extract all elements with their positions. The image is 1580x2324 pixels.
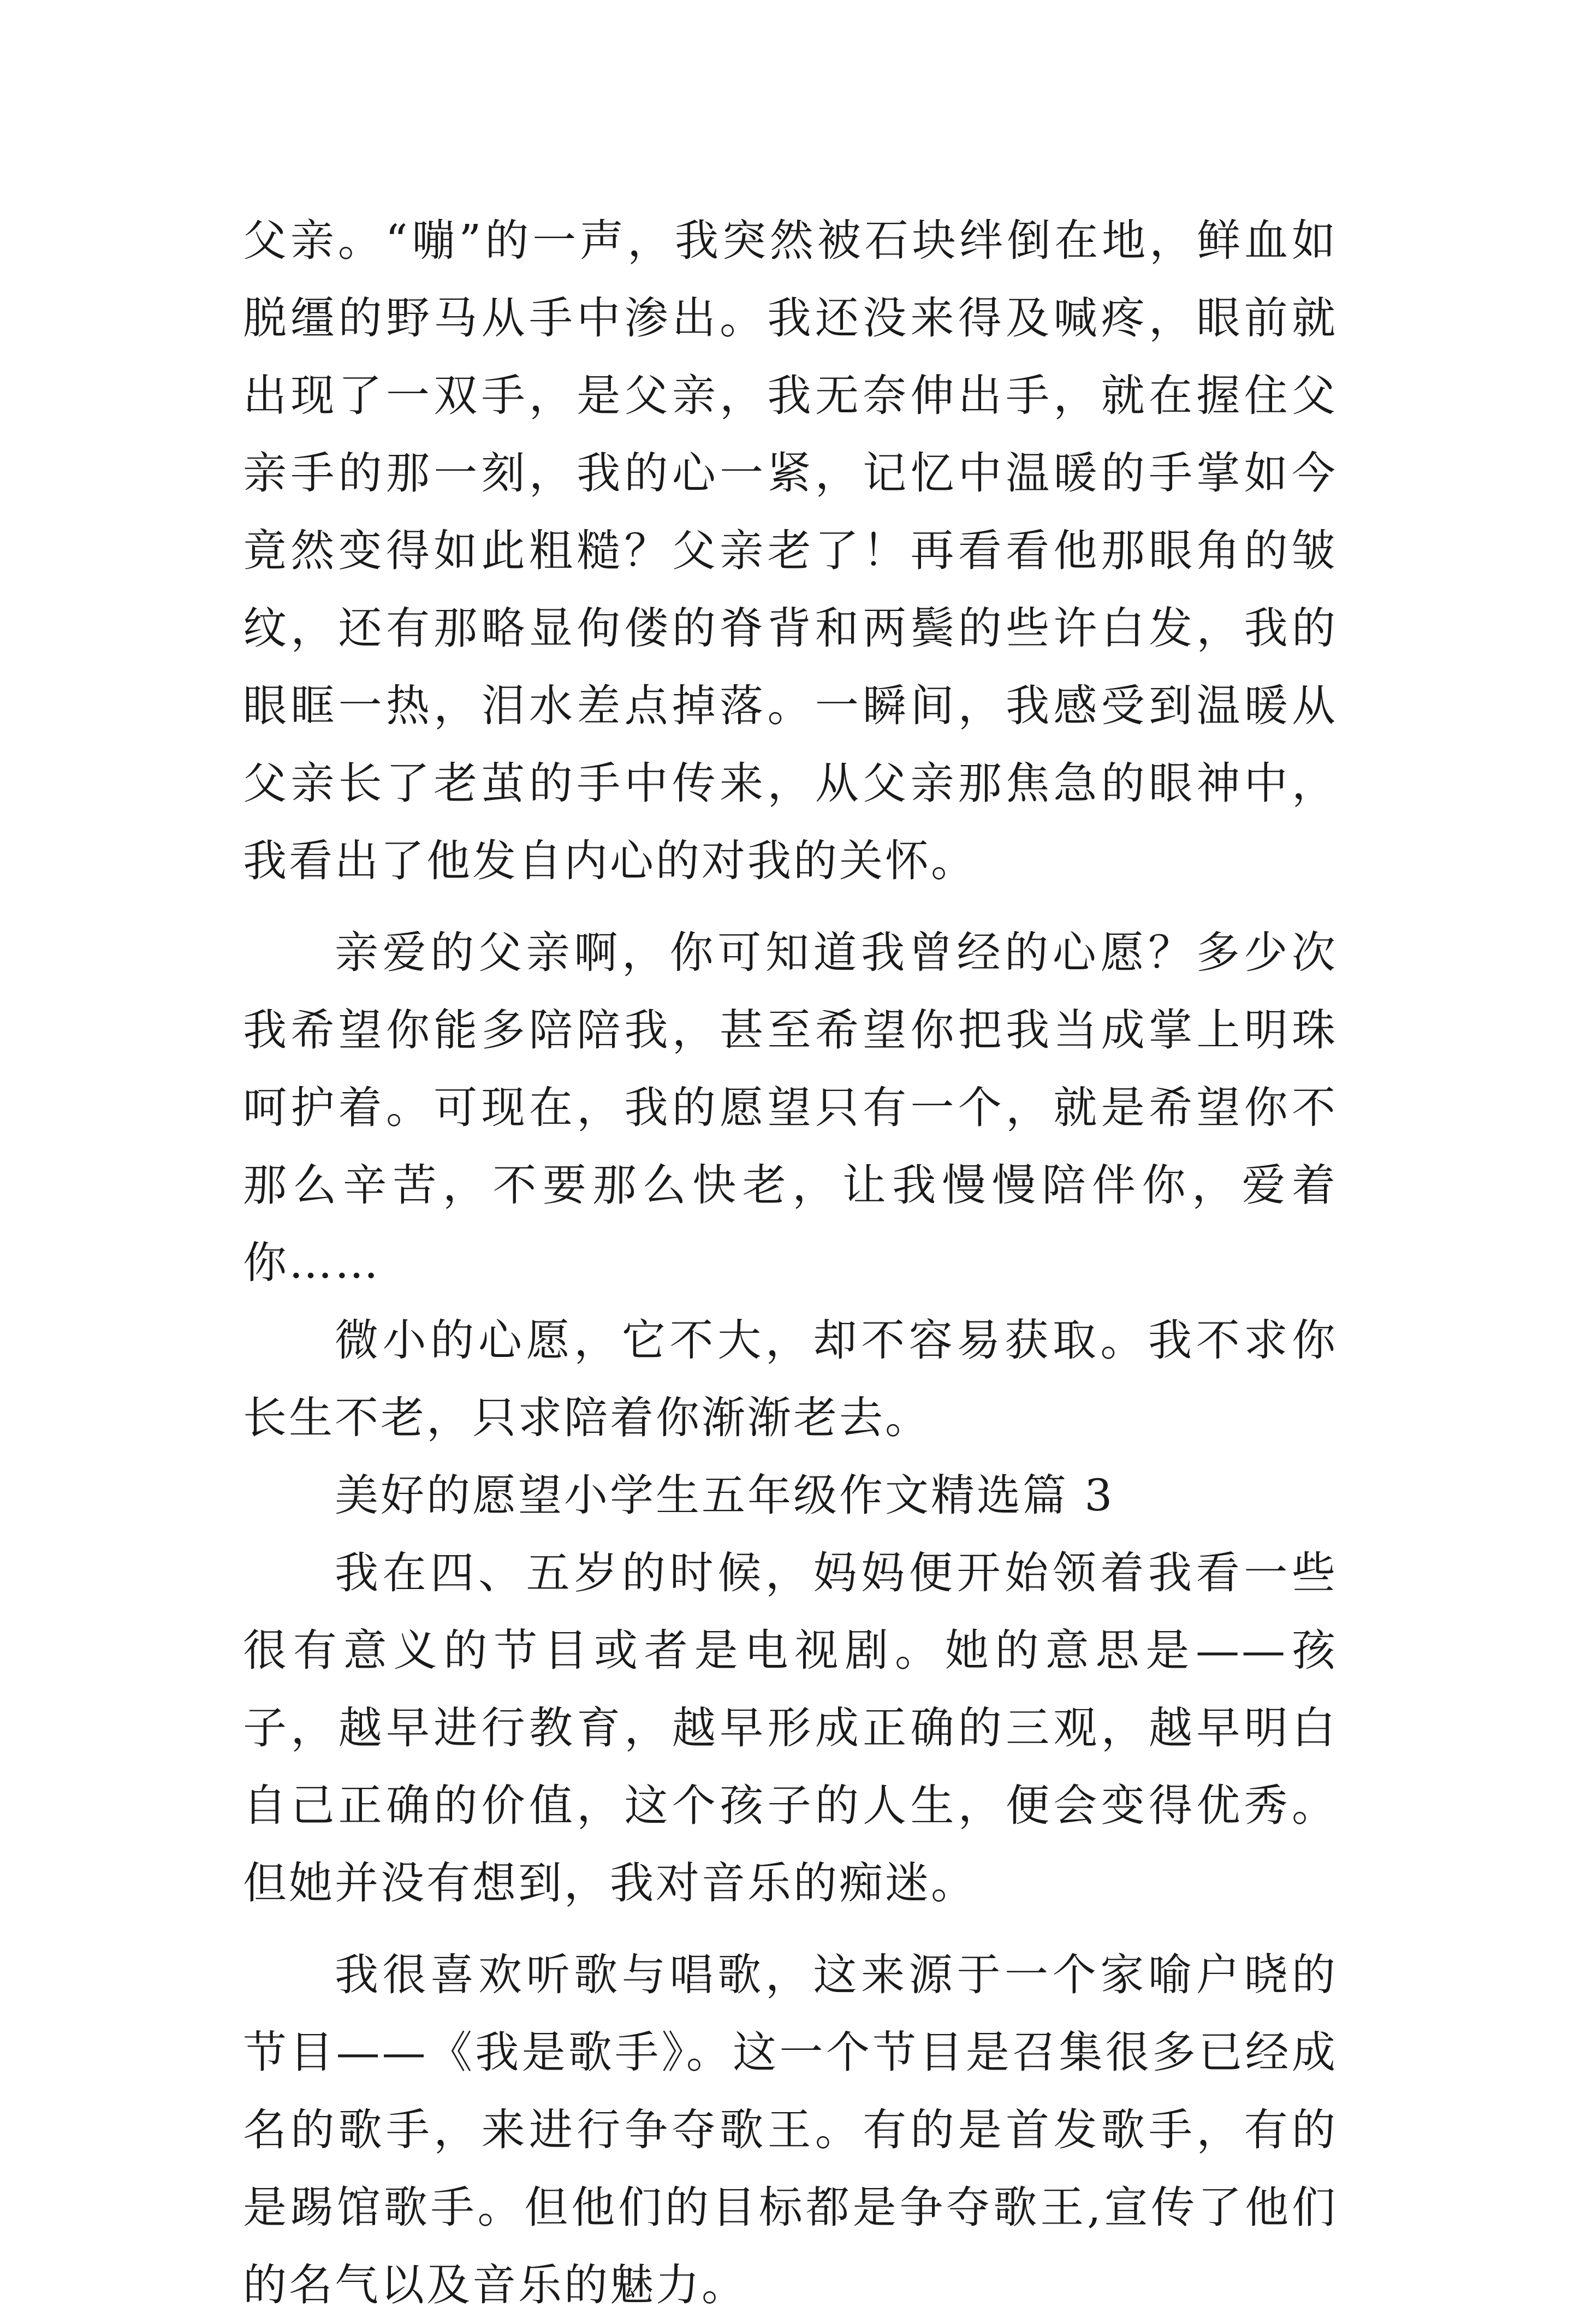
paragraph-continuation: 父亲。“嘣”的一声，我突然被石块绊倒在地，鲜血如脱缰的野马从手中渗出。我还没来得及喊疼，眼前就出现了一双手，是父亲，我无奈伸出手，就在握住父亲手的那一刻，我的心一紧，记忆中温暖的手掌如今竟然变得如此粗糙？父亲老了！再看看他那眼角的皱纹，还有那略显佝偻的脊背和两鬓的些许白发，我的眼眶一热，泪水差点掉落。一瞬间，我感受到温暖从父亲长了老茧的手中传来，从父亲那焦急的眼神中，我看出了他发自内心的对我的关怀。 bbox=[243, 215, 1338, 886]
section-heading: 美好的愿望小学生五年级作文精选篇 3 bbox=[335, 1470, 1115, 1521]
paragraph: 我在四、五岁的时候，妈妈便开始领着我看一些很有意义的节目或者是电视剧。她的意思是——孩子，越早进行教育，越早形成正确的三观，越早明白自己正确的价值，这个孩子的人生，便会变得优秀。但她并没有想到，我对音乐的痴迷。 bbox=[243, 1548, 1338, 1908]
paragraph: 微小的心愿，它不大，却不容易获取。我不求你长生不老，只求陪着你渐渐老去。 bbox=[243, 1315, 1338, 1443]
paragraph: 我很喜欢听歌与唱歌，这来源于一个家喻户晓的节目——《我是歌手》。这一个节目是召集很多已经成名的歌手，来进行争夺歌王。有的是首发歌手，有的是踢馆歌手。但他们的目标都是争夺歌王,宣传了他们的名气以及音乐的魅力。 bbox=[243, 1949, 1338, 2310]
document-body bbox=[243, 202, 1338, 2324]
paragraph: 亲爱的父亲啊，你可知道我曾经的心愿？多少次我希望你能多陪陪我，甚至希望你把我当成掌上明珠呵护着。可现在，我的愿望只有一个，就是希望你不那么辛苦，不要那么快老，让我慢慢陪伴你，爱着你…… bbox=[243, 927, 1338, 1288]
